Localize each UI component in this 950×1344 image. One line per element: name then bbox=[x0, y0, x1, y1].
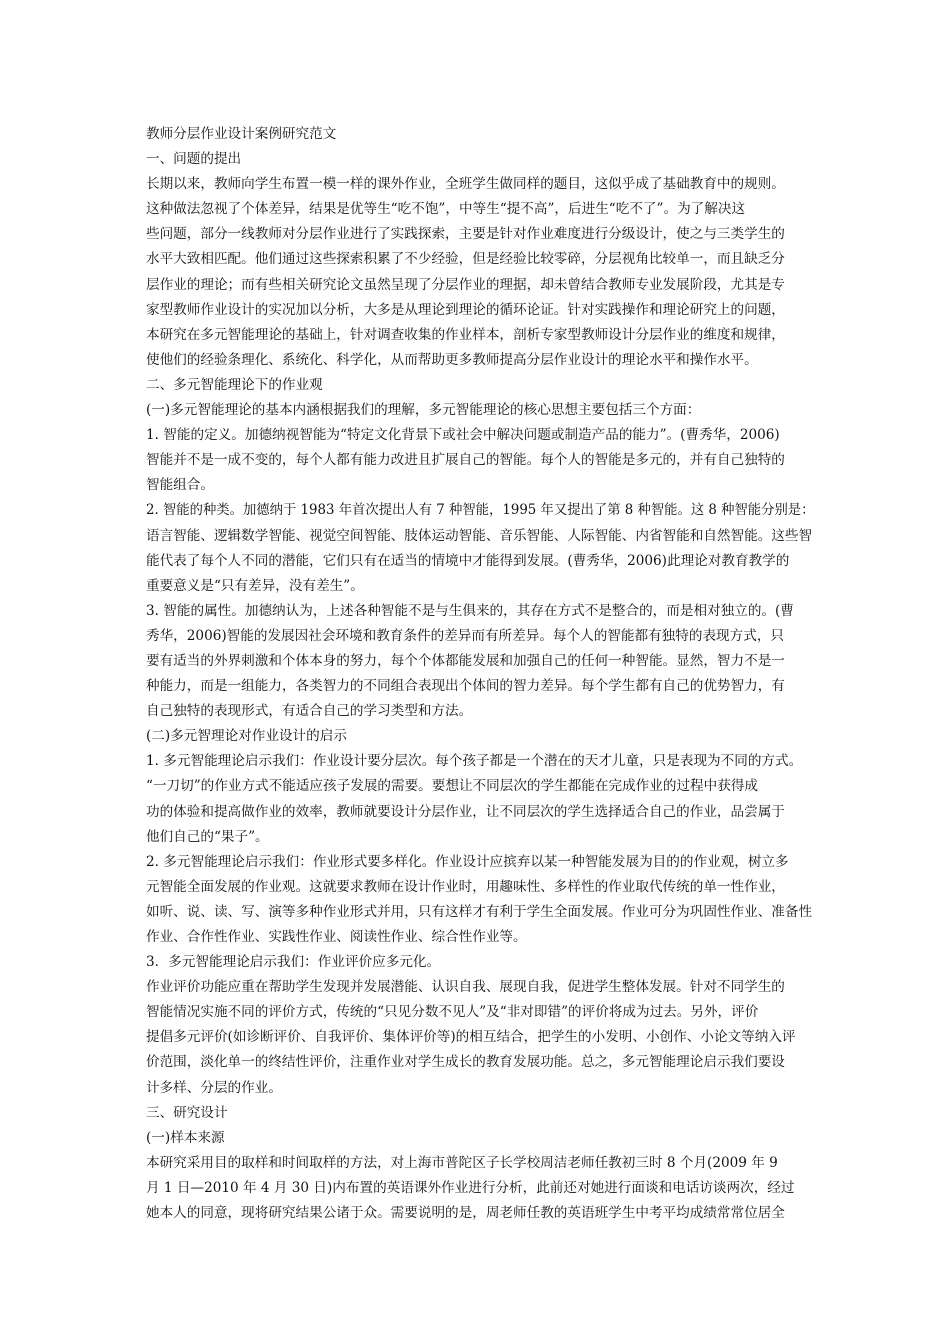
text-line: 种能力，而是一组能力，各类智力的不同组合表现出个体间的智力差异。每个学生都有自己的优势智力，有 bbox=[146, 678, 785, 695]
text-line: 2. 智能的种类。加德纳于 1983 年首次提出人有 7 种智能，1995 年又提出了第 8 种智能。这 8 种智能分别是： bbox=[146, 502, 815, 519]
text-line: 1. 智能的定义。加德纳视智能为“特定文化背景下或社会中解决问题或制造产品的能力”。(曹秀华，2006) bbox=[146, 427, 780, 444]
document-body bbox=[146, 122, 814, 1226]
text-line: 一、问题的提出 bbox=[146, 151, 242, 168]
text-line: 智能情况实施不同的评价方式，传统的“只见分数不见人”及“非对即错”的评价将成为过去。另外，评价 bbox=[146, 1004, 759, 1021]
text-line: 作业、合作性作业、实践性作业、阅读性作业、综合性作业等。 bbox=[146, 929, 527, 945]
text-line: 二、多元智能理论下的作业观 bbox=[146, 376, 323, 393]
text-line: 计多样、分层的作业。 bbox=[146, 1079, 282, 1096]
text-line: 教师分层作业设计案例研究范文 bbox=[146, 126, 337, 142]
text-line: 重要意义是“只有差异，没有差生”。 bbox=[146, 577, 364, 594]
text-line: 3．多元智能理论启示我们：作业评价应多元化。 bbox=[146, 954, 441, 971]
text-line: 些问题，部分一线教师对分层作业进行了实践探索，主要是针对作业难度进行分级设计，使之与三类学生的 bbox=[146, 226, 785, 243]
text-line: 水平大致相匹配。他们通过这些探索积累了不少经验，但是经验比较零碎，分层视角比较单一，而且缺乏分 bbox=[146, 251, 785, 268]
text-line: 1. 多元智能理论启示我们：作业设计要分层次。每个孩子都是一个潜在的天才儿童，只是表现为不同的方式。 bbox=[146, 753, 803, 770]
text-line: 自己独特的表现形式，有适合自己的学习类型和方法。 bbox=[146, 703, 473, 720]
text-line: 秀华，2006)智能的发展因社会环境和教育条件的差异而有所差异。每个人的智能都有独特的表现方式，只 bbox=[146, 627, 785, 644]
text-line: 要有适当的外界刺激和个体本身的努力，每个个体都能发展和加强自己的任何一种智能。显然，智力不是一 bbox=[146, 652, 785, 669]
text-line: 元智能全面发展的作业观。这就要求教师在设计作业时，用趣味性、多样性的作业取代传统的单一性作业， bbox=[146, 878, 785, 895]
text-line: 功的体验和提高做作业的效率，教师就要设计分层作业，让不同层次的学生选择适合自己的作业，品尝属于 bbox=[146, 803, 785, 820]
text-line: 价范围，淡化单一的终结性评价，注重作业对学生成长的教育发展功能。总之，多元智能理论启示我们要设 bbox=[146, 1054, 785, 1071]
text-line: 3. 智能的属性。加德纳认为，上述各种智能不是与生俱来的，其存在方式不是整合的，而是相对独立的。(曹 bbox=[146, 602, 794, 619]
text-line: 家型教师作业设计的实况加以分析，大多是从理论到理论的循环论证。针对实践操作和理论研究上的问题， bbox=[146, 301, 785, 318]
text-line: 这种做法忽视了个体差异，结果是优等生“吃不饱”，中等生“提不高”，后进生“吃不了”。为了解决这 bbox=[146, 201, 746, 218]
text-line: 层作业的理论；而有些相关研究论文虽然呈现了分层作业的理据，却未曾结合教师专业发展阶段，尤其是专 bbox=[146, 276, 785, 293]
text-line: 2. 多元智能理论启示我们：作业形式要多样化。作业设计应摈弃以某一种智能发展为目的的作业观，树立多 bbox=[146, 853, 789, 870]
text-line: 作业评价功能应重在帮助学生发现并发展潜能、认识自我、展现自我，促进学生整体发展。针对不同学生的 bbox=[146, 979, 785, 996]
text-line: 本研究采用目的取样和时间取样的方法，对上海市普陀区子长学校周洁老师任教初三时 8 个月(2009 年 9 bbox=[146, 1154, 778, 1171]
text-line: 长期以来，教师向学生布置一模一样的课外作业，全班学生做同样的题目，这似乎成了基础教育中的规则。 bbox=[146, 176, 785, 193]
text-line: 月 1 日—2010 年 4 月 30 日)内布置的英语课外作业进行分析，此前还对她进行面谈和电话访谈两次，经过 bbox=[146, 1179, 795, 1196]
text-line: 智能并不是一成不变的，每个人都有能力改进且扩展自己的智能。每个人的智能是多元的，并有自己独特的 bbox=[146, 452, 785, 469]
text-line: (一)样本来源 bbox=[146, 1129, 225, 1146]
text-line: 能代表了每个人不同的潜能，它们只有在适当的情境中才能得到发展。(曹秀华，2006)此理论对教育教学的 bbox=[146, 552, 790, 569]
text-line: 提倡多元评价(如诊断评价、自我评价、集体评价等)的相互结合，把学生的小发明、小创作、小论文等纳入评 bbox=[146, 1029, 796, 1046]
text-line: 他们自己的“果子”。 bbox=[146, 828, 269, 845]
text-line: 智能组合。 bbox=[146, 477, 214, 494]
text-line: 使他们的经验条理化、系统化、科学化，从而帮助更多教师提高分层作业设计的理论水平和操作水平。 bbox=[146, 351, 758, 368]
text-line: (一)多元智能理论的基本内涵根据我们的理解，多元智能理论的核心思想主要包括三个方面： bbox=[146, 402, 701, 419]
text-line: 三、研究设计 bbox=[146, 1104, 228, 1121]
text-line: “一刀切”的作业方式不能适应孩子发展的需要。要想让不同层次的学生都能在完成作业的过程中获得成 bbox=[146, 778, 759, 795]
text-line: (二)多元智理论对作业设计的启示 bbox=[146, 728, 347, 745]
text-line: 语言智能、逻辑数学智能、视觉空间智能、肢体运动智能、音乐智能、人际智能、内省智能和自然智能。这些智 bbox=[146, 527, 813, 544]
text-line: 她本人的同意，现将研究结果公诸于众。需要说明的是，周老师任教的英语班学生中考平均成绩常常位居全 bbox=[146, 1205, 785, 1222]
text-line: 如听、说、读、写、演等多种作业形式并用，只有这样才有利于学生全面发展。作业可分为巩固性作业、准备性 bbox=[146, 903, 813, 920]
text-line: 本研究在多元智能理论的基础上，针对调查收集的作业样本，剖析专家型教师设计分层作业的维度和规律， bbox=[146, 326, 785, 343]
